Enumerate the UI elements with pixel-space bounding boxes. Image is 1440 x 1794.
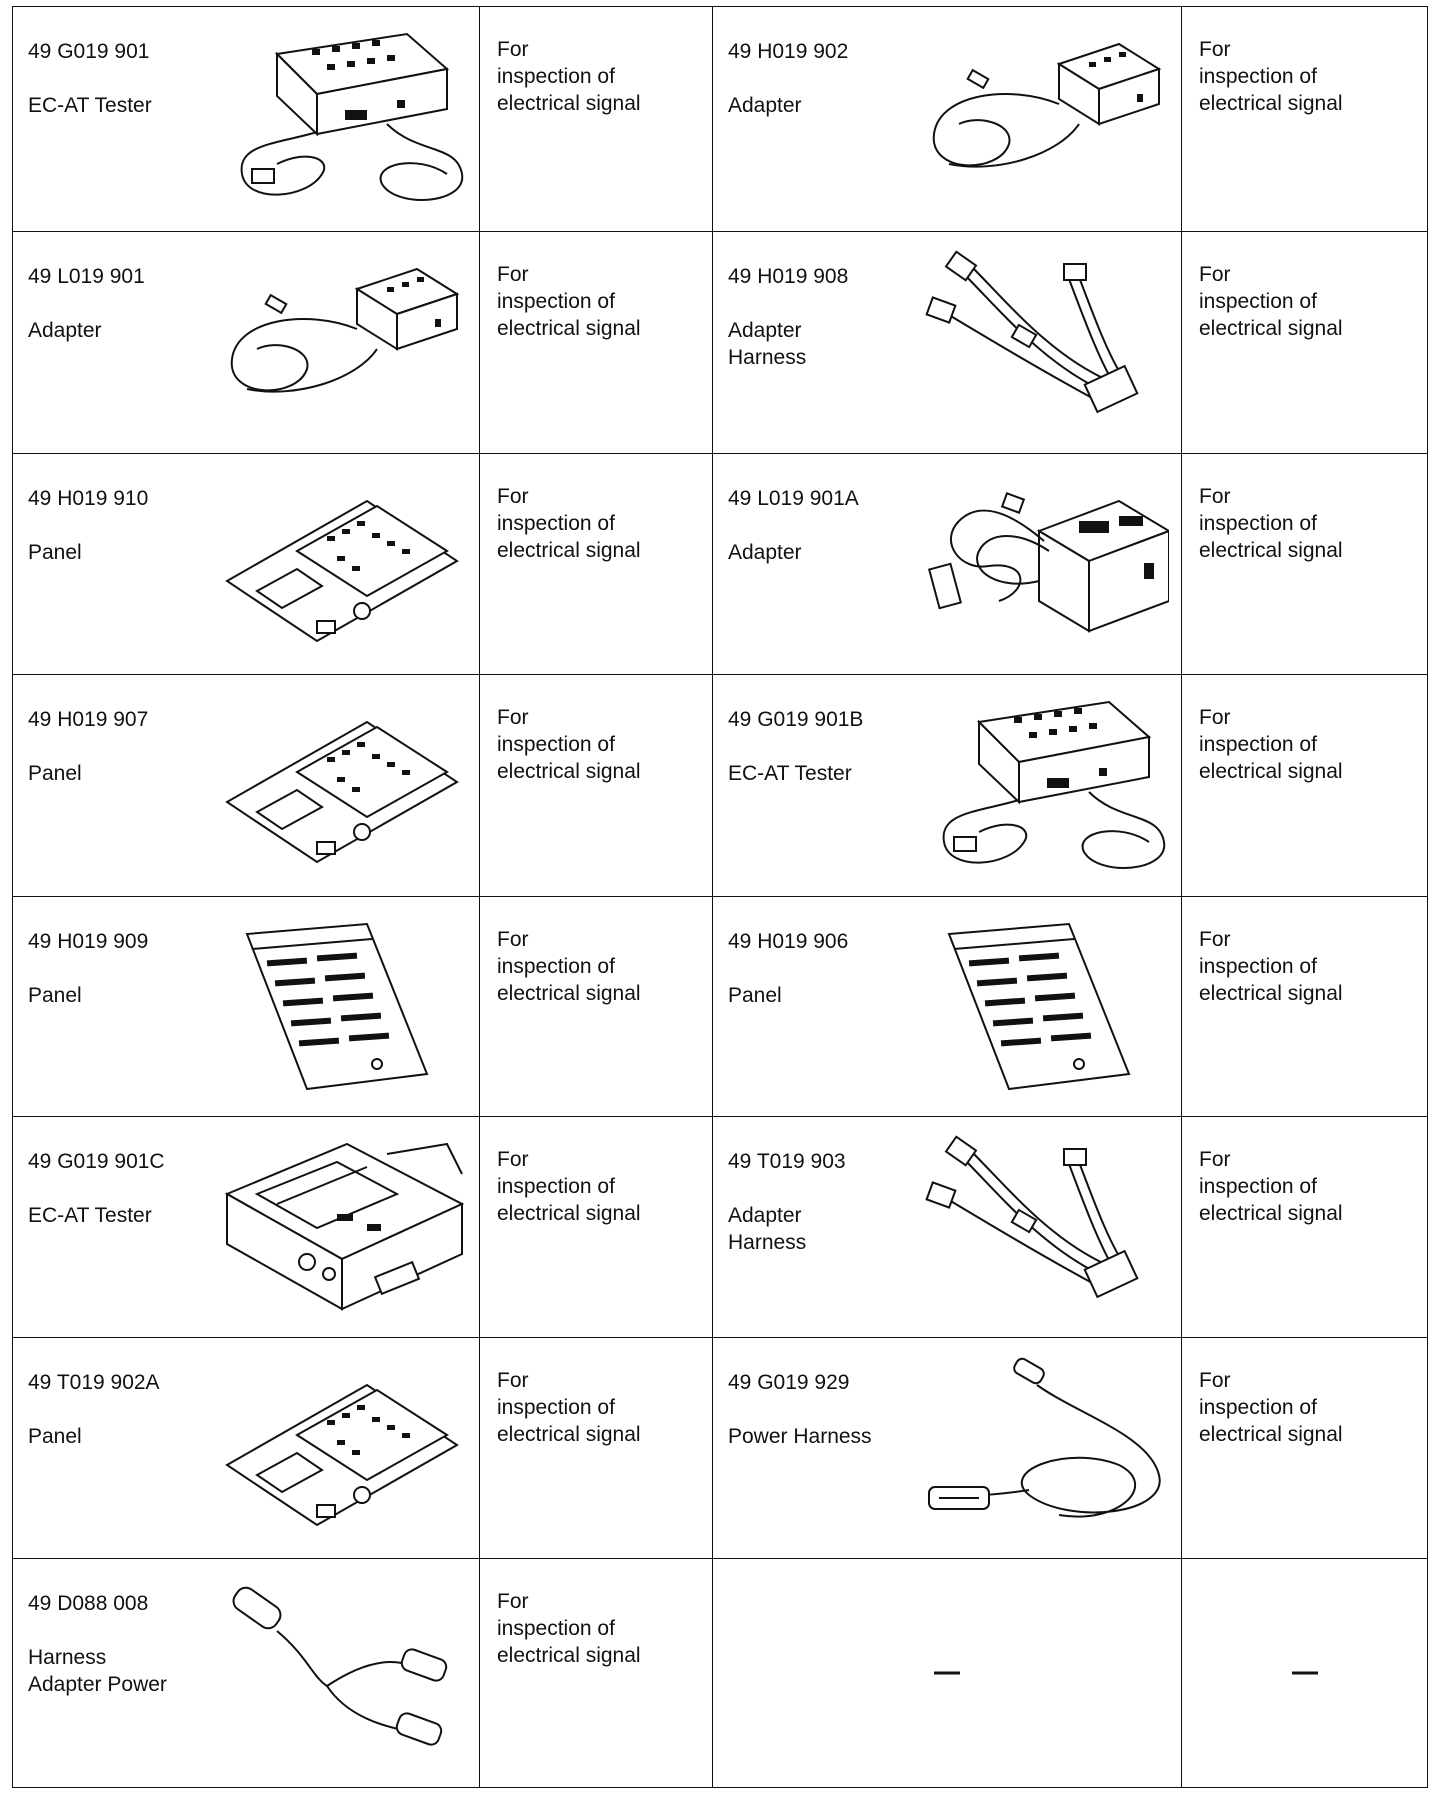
tool-cell	[12, 1337, 479, 1558]
purpose-cell	[1181, 1337, 1428, 1558]
tool-cell	[712, 231, 1181, 453]
purpose-cell	[1181, 1558, 1428, 1788]
panel-illustration	[217, 471, 467, 668]
purpose-text: For inspection of electrical signal	[497, 928, 641, 1005]
purpose-cell	[1181, 896, 1428, 1116]
tool-name: Adapter Harness	[728, 1204, 807, 1254]
purpose-text: For inspection of electrical signal	[1199, 1369, 1343, 1446]
purpose-cell	[479, 1558, 712, 1788]
tool-name: Adapter	[728, 541, 802, 564]
purpose-cell	[479, 674, 712, 896]
adapter-box-illustration	[919, 471, 1169, 668]
tool-cell	[712, 6, 1181, 231]
part-number: 49 H019 909	[28, 930, 149, 953]
panel-sheet-illustration	[919, 914, 1169, 1111]
adapter-illustration	[919, 24, 1169, 221]
tool-name: Power Harness	[728, 1425, 872, 1448]
purpose-text: For inspection of electrical signal	[497, 1590, 641, 1667]
tool-name: EC-AT Tester	[728, 762, 852, 785]
tool-cell	[712, 674, 1181, 896]
purpose-text: For inspection of electrical signal	[1199, 706, 1343, 783]
tool-cell	[12, 231, 479, 453]
purpose-cell	[1181, 674, 1428, 896]
purpose-text: For inspection of electrical signal	[1199, 38, 1343, 115]
part-number: 49 H019 910	[28, 487, 149, 510]
ec-at-tester-case-illustration	[217, 1134, 467, 1331]
purpose-text: For inspection of electrical signal	[497, 38, 641, 115]
tool-cell	[712, 1337, 1181, 1558]
power-harness-illustration	[919, 1355, 1169, 1552]
tool-name: EC-AT Tester	[28, 94, 152, 117]
adapter-illustration	[217, 249, 467, 446]
part-number: 49 L019 901	[28, 265, 145, 288]
purpose-text: For inspection of electrical signal	[497, 706, 641, 783]
tool-name: Panel	[728, 984, 782, 1007]
empty-dash	[1292, 1672, 1318, 1675]
tool-name: Panel	[28, 984, 82, 1007]
tool-name: Panel	[28, 1425, 82, 1448]
part-number: 49 H019 907	[28, 708, 149, 731]
purpose-text: For inspection of electrical signal	[497, 263, 641, 340]
purpose-text: For inspection of electrical signal	[1199, 928, 1343, 1005]
part-number: 49 T019 903	[728, 1150, 846, 1173]
adapter-harness-illustration	[919, 1134, 1169, 1331]
ec-at-tester-illustration	[217, 24, 467, 221]
tool-name: Adapter	[728, 94, 802, 117]
tool-name: Panel	[28, 762, 82, 785]
tool-cell	[712, 453, 1181, 674]
purpose-cell	[479, 6, 712, 231]
purpose-text: For inspection of electrical signal	[497, 1148, 641, 1225]
purpose-text: For inspection of electrical signal	[1199, 263, 1343, 340]
tool-name: Adapter Harness	[728, 319, 807, 369]
part-number: 49 G019 901C	[28, 1150, 165, 1173]
tool-name: Adapter	[28, 319, 102, 342]
purpose-cell	[1181, 231, 1428, 453]
part-number: 49 L019 901A	[728, 487, 859, 510]
purpose-text: For inspection of electrical signal	[497, 485, 641, 562]
purpose-cell	[1181, 1116, 1428, 1337]
purpose-text: For inspection of electrical signal	[1199, 1148, 1343, 1225]
panel-illustration	[217, 1355, 467, 1552]
part-number: 49 G019 929	[728, 1371, 850, 1394]
tool-name: Harness Adapter Power	[28, 1646, 167, 1696]
empty-dash	[934, 1672, 960, 1675]
panel-sheet-illustration	[217, 914, 467, 1111]
special-tools-table	[12, 6, 1428, 1788]
purpose-cell	[479, 231, 712, 453]
tool-cell	[12, 6, 479, 231]
purpose-text: For inspection of electrical signal	[497, 1369, 641, 1446]
part-number: 49 H019 908	[728, 265, 849, 288]
part-number: 49 T019 902A	[28, 1371, 160, 1394]
tool-cell	[12, 1558, 479, 1788]
tool-cell	[712, 896, 1181, 1116]
part-number: 49 G019 901B	[728, 708, 864, 731]
tool-cell	[12, 1116, 479, 1337]
purpose-cell	[479, 1337, 712, 1558]
tool-cell	[712, 1558, 1181, 1788]
purpose-text: For inspection of electrical signal	[1199, 485, 1343, 562]
tool-name: EC-AT Tester	[28, 1204, 152, 1227]
purpose-cell	[479, 453, 712, 674]
part-number: 49 D088 008	[28, 1592, 149, 1615]
part-number: 49 H019 906	[728, 930, 849, 953]
purpose-cell	[1181, 6, 1428, 231]
part-number: 49 G019 901	[28, 40, 150, 63]
panel-illustration	[217, 692, 467, 889]
tool-cell	[712, 1116, 1181, 1337]
purpose-cell	[1181, 453, 1428, 674]
tool-name: Panel	[28, 541, 82, 564]
adapter-harness-illustration	[919, 249, 1169, 446]
ec-at-tester-illustration	[919, 692, 1169, 889]
tool-cell	[12, 896, 479, 1116]
tool-cell	[12, 674, 479, 896]
harness-adapter-power-illustration	[217, 1576, 467, 1773]
tool-cell	[12, 453, 479, 674]
part-number: 49 H019 902	[728, 40, 849, 63]
purpose-cell	[479, 896, 712, 1116]
purpose-cell	[479, 1116, 712, 1337]
